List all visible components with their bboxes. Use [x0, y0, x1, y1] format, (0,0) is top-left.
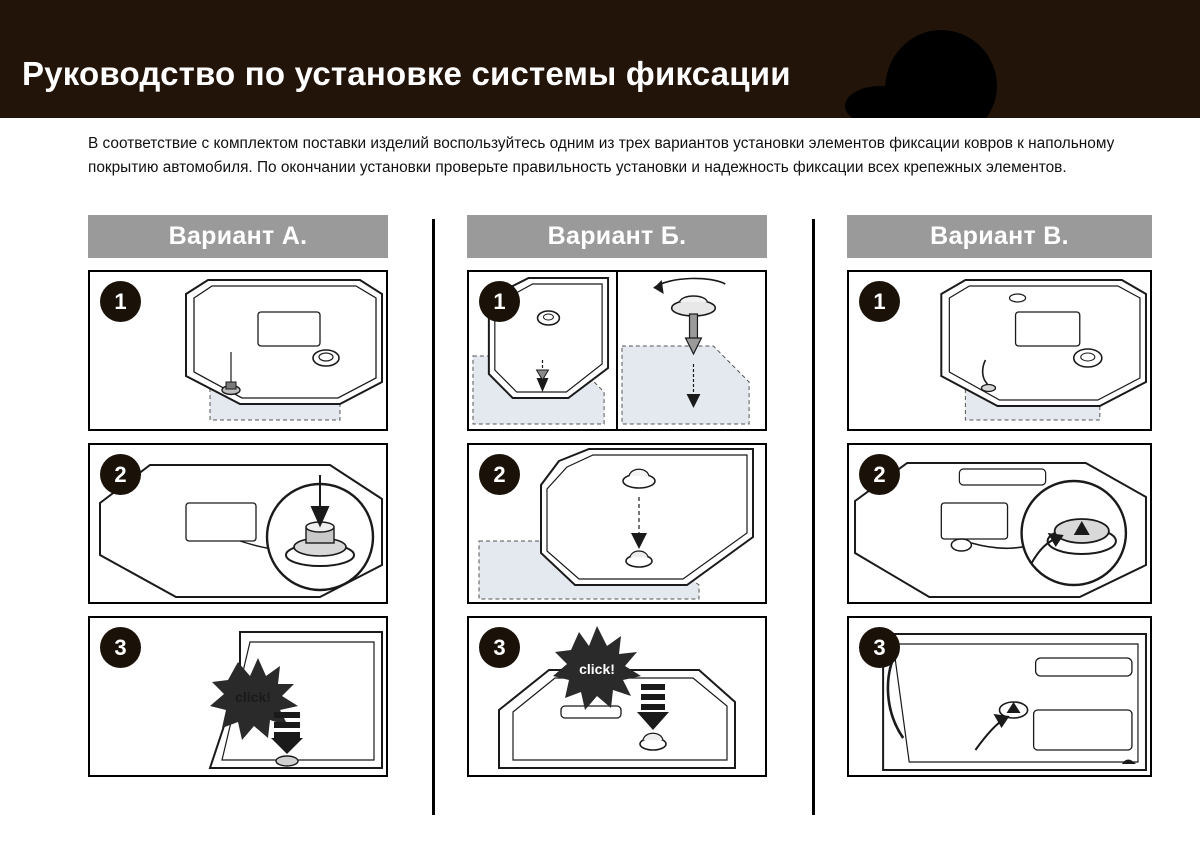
variant-b-step-1-badge: 1: [479, 281, 520, 322]
variant-a-step-1-badge: 1: [100, 281, 141, 322]
variant-b-step-1-right: [616, 272, 765, 429]
intro-paragraph: В соответствие с комплектом поставки изделий воспользуйтесь одним из трех вариантов установки элементов фиксации ковров к напольному покрытию автомобиля. По окончании установки проверьте правильность установки и надежность фиксации всех крепежных элементов.: [88, 135, 1115, 176]
header-bar: [0, 0, 1200, 118]
variant-c-step-3-badge: 3: [859, 627, 900, 668]
variant-c-step-3-panel: [847, 616, 1152, 777]
variant-c-step-2-badge: 2: [859, 454, 900, 495]
svg-text:click!: click!: [235, 689, 271, 705]
variants-container: [0, 215, 1200, 815]
variant-a-step-3-badge: 3: [100, 627, 141, 668]
decorative-blob-secondary-icon: [845, 86, 915, 118]
variant-b-step-2-badge: 2: [479, 454, 520, 495]
variant-a-step-1-panel: [88, 270, 388, 431]
variant-b-step-2-panel: [467, 443, 767, 604]
variant-c-step-1-panel: [847, 270, 1152, 431]
variant-b-step-1-right-illustration: [618, 272, 765, 429]
variant-c-step-2-panel: [847, 443, 1152, 604]
column-divider-2: [812, 219, 815, 815]
variant-c-column: [847, 215, 1152, 777]
variant-b-step-3-panel: [467, 616, 767, 777]
variant-b-step-1-panel: [467, 270, 767, 431]
variant-a-step-3-panel: [88, 616, 388, 777]
variant-b-step-3-badge: 3: [479, 627, 520, 668]
variant-a-step-2-badge: 2: [100, 454, 141, 495]
variant-a-step-2-panel: [88, 443, 388, 604]
page-title: Руководство по установке системы фиксации: [22, 55, 791, 92]
variant-a-column: [88, 215, 388, 777]
variant-a-title: Вариант А.: [88, 215, 388, 258]
variant-b-step-1-left: [469, 272, 616, 429]
svg-text:click!: click!: [579, 661, 615, 677]
column-divider-1: [432, 219, 435, 815]
variant-c-title: Вариант В.: [847, 215, 1152, 258]
variant-c-step-1-badge: 1: [859, 281, 900, 322]
variant-b-title: Вариант Б.: [467, 215, 767, 258]
variant-b-column: [467, 215, 767, 777]
